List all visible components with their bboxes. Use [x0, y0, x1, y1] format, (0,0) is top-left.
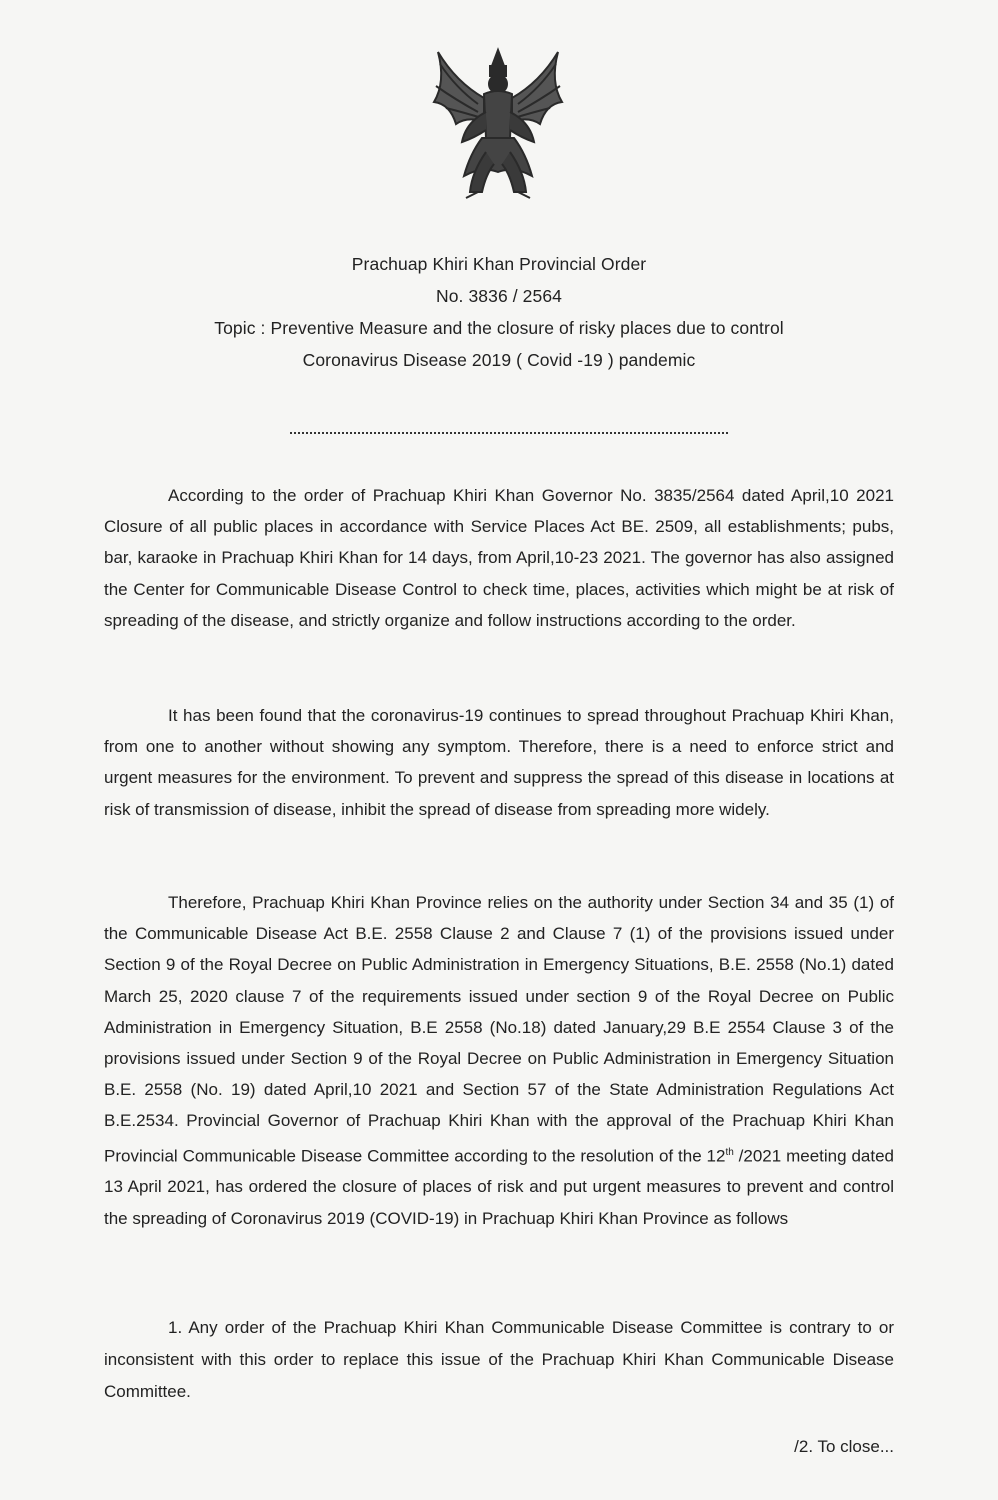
order-header: [0, 248, 998, 376]
paragraph-authority-part-1: Therefore, Prachuap Khiri Khan Province relies on the authority under Section 34 and 35 (1) of the Communicable Disease Act B.E. 2558 Clause 2 and Clause 7 (1) of the provisions issued under Section 9 of the Royal Decree on Public Administration in Emergency Situations, B.E. 2558 (No.1) dated March 25, 2020 clause 7 of the requirements issued under section 9 of the Royal Decree on Public Administration in Emergency Situation, B.E 2558 (No.18) dated January,29 B.E 2554 Clause 3 of the provisions issued under Section 9 of the Royal Decree on Public Administration in Emergency Situation B.E. 2558 (No. 19) dated April,10 2021 and Section 57 of the State Administration Regulations Act B.E.2534. Provincial Governor of Prachuap Khiri Khan with the approval of the Prachuap Khiri Khan Provincial Communicable Disease Committee according to the resolution of the 12: [104, 893, 894, 1166]
paragraph-authority-part-2: /2021 meeting dated 13 April 2021, has ordered the closure of places of risk and put urgent measures to prevent and control the spreading of Coronavirus 2019 (COVID-19) in Prachuap Khiri Khan Province as follows: [104, 1146, 894, 1228]
order-topic-line-2: Coronavirus Disease 2019 ( Covid -19 ) pandemic: [302, 350, 696, 370]
clause-1: 1. Any order of the Prachuap Khiri Khan Communicable Disease Committee is contrary to or inconsistent with this order to replace this issue of the Prachuap Khiri Khan Communicable Disease Committee.: [104, 1318, 894, 1401]
paragraph-authority: [104, 887, 894, 1234]
order-title: Prachuap Khiri Khan Provincial Order: [351, 254, 647, 274]
order-topic-line-1: Topic : Preventive Measure and the closure of risky places due to control: [214, 318, 784, 338]
paragraph-situation: It has been found that the coronavirus-19 continues to spread throughout Prachuap Khiri Khan, from one to another without showing any symptom. Therefore, there is a need to enforce strict and urgent measures for the environment. To prevent and suppress the spread of this disease in locations at risk of transmission of disease, inhibit the spread of disease from spreading more widely.: [104, 706, 894, 819]
dotted-separator: [290, 432, 728, 434]
garuda-emblem-icon: [426, 42, 570, 202]
ordinal-suffix: th: [725, 1146, 734, 1158]
order-number: No. 3836 / 2564: [435, 286, 563, 306]
continuation-note: /2. To close...: [794, 1437, 894, 1456]
paragraph-background: According to the order of Prachuap Khiri Khan Governor No. 3835/2564 dated April,10 2021 Closure of all public places in accordance with Service Places Act BE. 2509, all establishments; pubs, bar, karaoke in Prachuap Khiri Khan for 14 days, from April,10-23 2021. The governor has also assigned the Center for Communicable Disease Control to check time, places, activities which might be at risk of spreading of the disease, and strictly organize and follow instructions according to the order.: [104, 486, 894, 630]
